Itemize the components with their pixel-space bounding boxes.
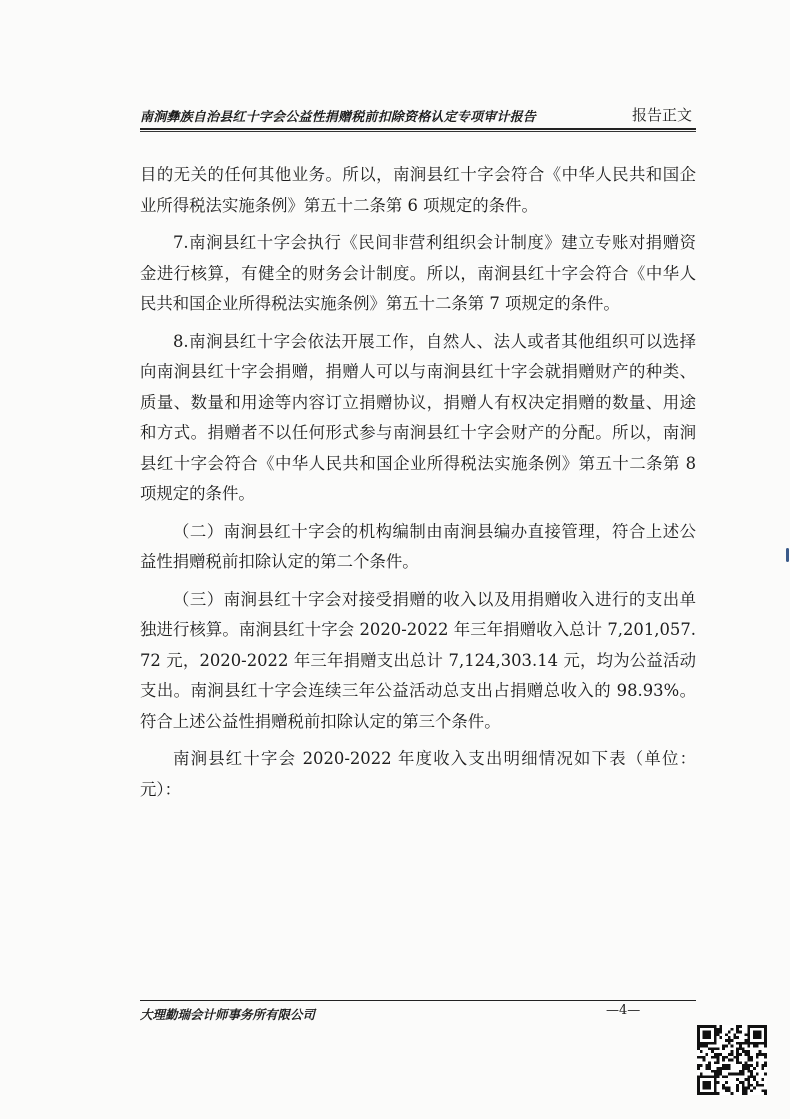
edge-mark bbox=[786, 548, 789, 562]
paragraph-section-3: （三）南涧县红十字会对接受捐赠的收入以及用捐赠收入进行的支出单独进行核算。南涧县红十字会 2020-2022 年三年捐赠收入总计 7,201,057.72 元，2020-2022 年三年捐赠支出总计 7,124,303.14 元，均为公益活动支出。南涧县红十字会连续三年公益活动总支出占捐赠总收入的 98.93%。符合上述公益性捐赠税前扣除认定的第三个条件。 bbox=[140, 589, 696, 731]
paragraph-continuation: 目的无关的任何其他业务。所以，南涧县红十字会符合《中华人民共和国企业所得税法实施条例》第五十二条第 6 项规定的条件。 bbox=[140, 165, 696, 215]
paragraph-section-2: （二）南涧县红十字会的机构编制由南涧县编办直接管理，符合上述公益性捐赠税前扣除认定的第二个条件。 bbox=[140, 521, 696, 571]
header-rule bbox=[140, 128, 696, 130]
body-text bbox=[140, 160, 696, 805]
page-header bbox=[140, 104, 696, 126]
paragraph-item-8: 8.南涧县红十字会依法开展工作，自然人、法人或者其他组织可以选择向南涧县红十字会捐赠，捐赠人可以与南涧县红十字会就捐赠财产的种类、质量、数量和用途等内容订立捐赠协议，捐赠人有权决定捐赠的数量、用途和方式。捐赠者不以任何形式参与南涧县红十字会财产的分配。所以，南涧县红十字会符合《中华人民共和国企业所得税法实施条例》第五十二条第 8 项规定的条件。 bbox=[140, 331, 696, 503]
header-tag: 报告正文 bbox=[631, 106, 692, 124]
footer-rule bbox=[140, 1000, 696, 1001]
footer-firm-name: 大理勤瑞会计师事务所有限公司 bbox=[140, 1007, 316, 1022]
qr-code-icon bbox=[697, 1025, 767, 1095]
header-rule-thin bbox=[140, 131, 696, 132]
header-title: 南涧彝族自治县红十字会公益性捐赠税前扣除资格认定专项审计报告 bbox=[140, 110, 537, 125]
page-number: —4— bbox=[606, 1003, 641, 1018]
paragraph-table-intro: 南涧县红十字会 2020-2022 年度收入支出明细情况如下表（单位：元）： bbox=[140, 749, 696, 799]
paragraph-item-7: 7.南涧县红十字会执行《民间非营利组织会计制度》建立专账对捐赠资金进行核算，有健全的财务会计制度。所以，南涧县红十字会符合《中华人民共和国企业所得税法实施条例》第五十二条第 7 项规定的条件。 bbox=[140, 233, 696, 313]
